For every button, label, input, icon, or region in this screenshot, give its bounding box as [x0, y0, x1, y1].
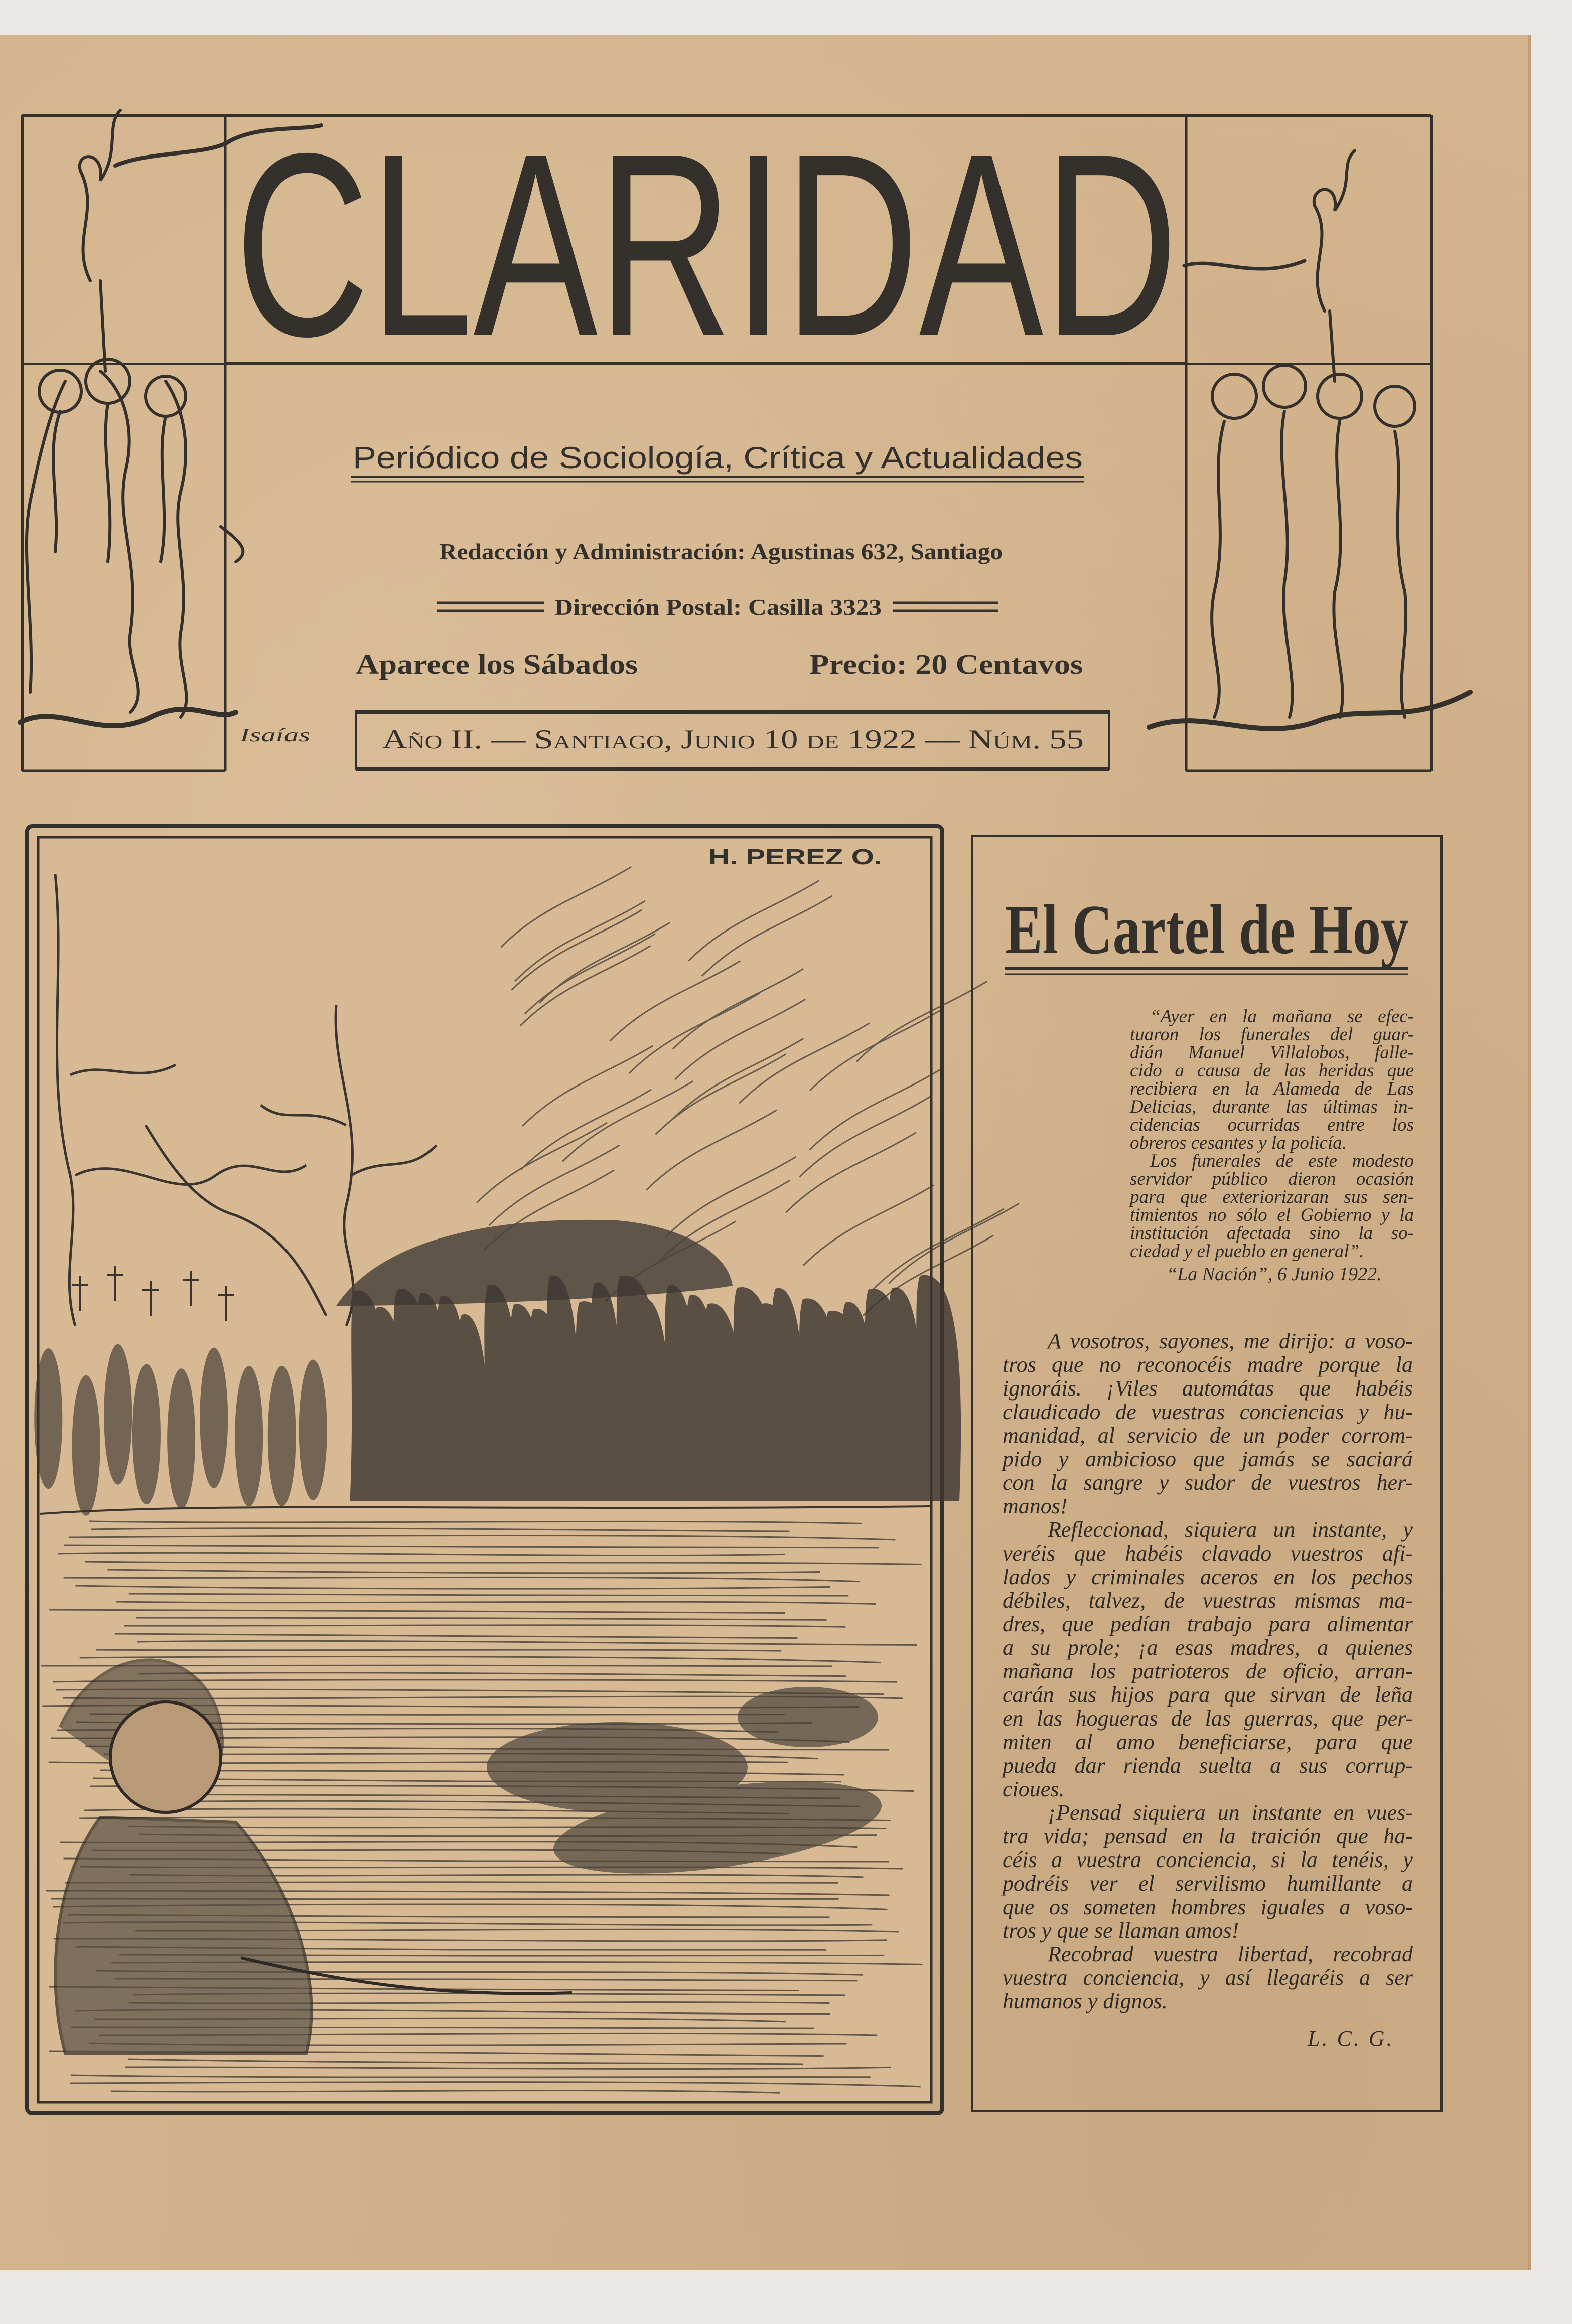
procession-figure [72, 1375, 100, 1516]
artist-signature: Isaías [239, 725, 310, 746]
text-line: ignoráis. ¡Viles automátas que habéis [1003, 1376, 1413, 1401]
text-line: con la sangre y sudor de vuestros her- [1003, 1470, 1413, 1495]
right-torch-figures-illustration [1149, 150, 1470, 729]
text-line: que os someten hombres iguales a voso- [1003, 1895, 1413, 1919]
text-line: para que exteriorizaran sus sen- [1130, 1187, 1414, 1207]
text-line: manidad, al servicio de un poder corrom- [1003, 1423, 1413, 1448]
text-line: céis a vuestra conciencia, si la tenéis, y [1003, 1847, 1413, 1872]
text-line: pido y ambicioso que jamás se saciará [1003, 1447, 1413, 1471]
masthead [0, 0, 1572, 803]
procession-figure [132, 1364, 161, 1504]
issue-line: Año II. — Santiago, Junio 10 de 1922 — Núm. 55 [382, 724, 1084, 754]
procession-figure [34, 1348, 62, 1489]
text-line: A vosotros, sayones, me dirijo: a voso- [1048, 1329, 1413, 1353]
text-line: cioues. [1003, 1777, 1065, 1801]
text-line: dres, que pedían trabajo para alimentar [1003, 1612, 1413, 1636]
text-line: ciedad y el pueblo en general”. [1130, 1241, 1364, 1262]
funeral-procession-illustration [25, 824, 944, 2115]
masthead-title: CLARIDAD [235, 99, 1178, 391]
text-line: humanos y dignos. [1003, 1989, 1168, 2013]
text-line: “Ayer en la mañana se efec- [1150, 1006, 1414, 1027]
text-line: tuaron los funerales del guar- [1130, 1024, 1414, 1045]
text-line: Recobrad vuestra libertad, recobrad [1048, 1942, 1413, 1966]
procession-figure [268, 1366, 296, 1506]
text-line: mañana los patrioteros de oficio, arran- [1003, 1659, 1413, 1683]
price-line: Precio: 20 Centavos [809, 649, 1083, 680]
text-line: a su prole; ¡a esas madres, a quienes [1003, 1635, 1413, 1660]
text-line: tros y que se llaman amos! [1003, 1918, 1239, 1943]
text-line: Delicias, durante las últimas in- [1130, 1097, 1414, 1117]
text-line: cido a causa de las heridas que [1130, 1060, 1414, 1081]
procession-figure [167, 1368, 195, 1509]
text-line: débiles, talvez, de vuestras mismas ma- [1003, 1588, 1413, 1613]
text-line: recibiera en la Alameda de Las [1130, 1078, 1414, 1099]
text-line: manos! [1003, 1494, 1068, 1518]
postal-line: Dirección Postal: Casilla 3323 [554, 594, 882, 620]
text-line: timientos no sólo el Gobierno y la [1130, 1205, 1414, 1225]
text-line: podréis ver el servilismo humillante a [1003, 1871, 1413, 1896]
procession-figure [104, 1344, 132, 1485]
text-line: tros que no reconocéis madre porque la [1003, 1352, 1413, 1377]
text-line: ¡Pensad siquiera un instante en vues- [1048, 1800, 1413, 1825]
text-line: lados y criminales aceros en los pechos [1003, 1565, 1413, 1589]
text-line: pueda dar rienda suelta a sus corrup- [1003, 1753, 1413, 1778]
text-line: cidencias ocurridas entre los [1130, 1115, 1414, 1135]
quote-source: “La Nación”, 6 Junio 1922. [1167, 1264, 1382, 1285]
address-line: Redacción y Administración: Agustinas 632, Santiago [439, 539, 1003, 564]
torch-flame-icon [80, 110, 120, 371]
text-line: tra vida; pensad en la traición que ha- [1003, 1824, 1413, 1848]
text-line: vuestra conciencia, y así llegaréis a ser [1003, 1965, 1413, 1990]
text-line: institución afectada sino la so- [1130, 1223, 1414, 1244]
article-title: El Cartel de Hoy [1005, 891, 1409, 969]
text-line: claudicado de vuestras conciencias y hu- [1003, 1400, 1413, 1424]
illustration-artwork [25, 824, 944, 2115]
text-line: carán sus hijos para que sirvan de leña [1003, 1682, 1413, 1707]
masthead-subtitle: Periódico de Sociología, Crítica y Actualidades [353, 441, 1083, 475]
schedule-line: Aparece los Sábados [356, 649, 638, 680]
procession-figure [299, 1360, 327, 1500]
text-line: en las hogueras de las guerras, que per- [1003, 1706, 1413, 1731]
text-line: veréis que habéis clavado vuestros afi- [1003, 1541, 1413, 1566]
procession-figure [235, 1366, 263, 1506]
text-line: dián Manuel Villalobos, falle- [1130, 1042, 1414, 1063]
text-line: obreros cesantes y la policía. [1130, 1133, 1347, 1153]
article-heading [971, 835, 1443, 995]
torch-flame-icon [1314, 150, 1355, 381]
text-line: servidor público dieron ocasión [1130, 1169, 1414, 1189]
procession-figure [200, 1348, 228, 1488]
text-line: miten al amo beneficiarse, para que [1003, 1730, 1413, 1754]
text-line: Los funerales de este modesto [1150, 1151, 1414, 1171]
text-line: Refleccionad, siquiera un instante, y [1048, 1517, 1413, 1542]
article-author: L. C. G. [1308, 2026, 1394, 2051]
illustrator-signature: H. PEREZ O. [708, 845, 882, 869]
